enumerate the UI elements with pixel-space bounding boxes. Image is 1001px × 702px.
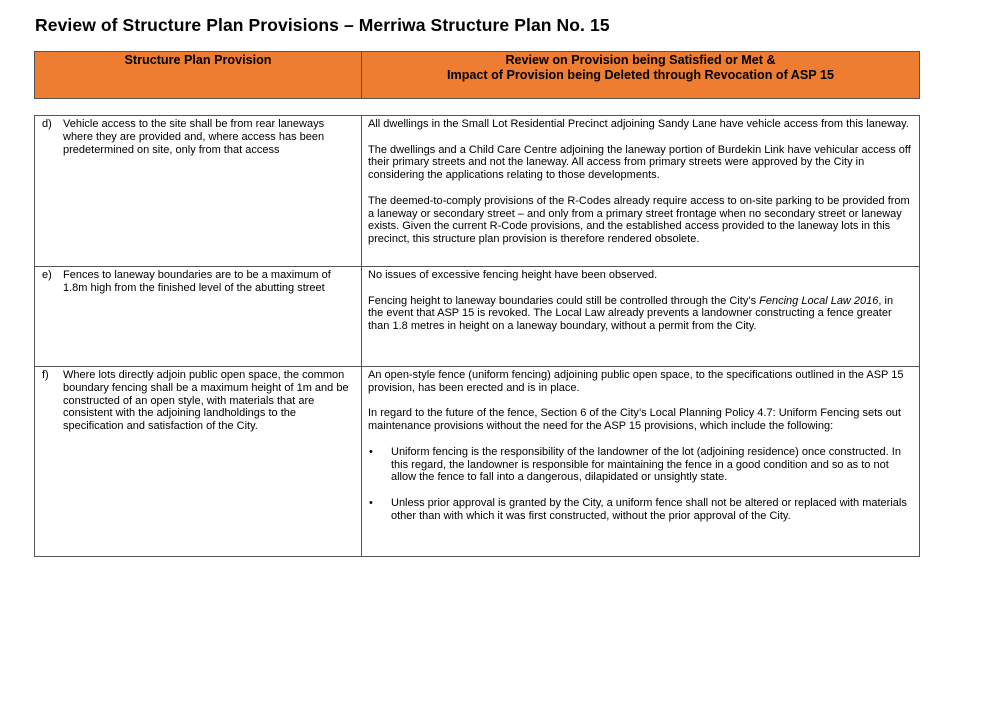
review-cell [362, 267, 920, 367]
page-title: Review of Structure Plan Provisions – Merriwa Structure Plan No. 15 [35, 15, 610, 35]
provision-text: Fences to laneway boundaries are to be a maximum of 1.8m high from the finished level of the abutting street [63, 269, 331, 294]
provision-text: Where lots directly adjoin public open space, the common boundary fencing shall be a maximum height of 1m and be constructed of an open style, with materials that are consistent with the adjoining landholdings to the specification and satisfaction of the City. [63, 369, 349, 433]
bullet-list [368, 446, 911, 523]
review-paragraph: An open-style fence (uniform fencing) adjoining public open space, to the specifications outlined in the ASP 15 provision, has been erected and is in place. [368, 369, 904, 394]
table-header [34, 51, 920, 99]
provision-text: Vehicle access to the site shall be from rear laneways where they are provided and, where access has been predetermined on site, only from that access [63, 118, 325, 156]
review-paragraph: The dwellings and a Child Care Centre adjoining the laneway portion of Burdekin Link have vehicular access off their primary streets and not the laneway. All access from primary streets were approved by the City in considering the applications relating to those developments. [368, 143, 911, 182]
item-letter: f) [42, 369, 49, 381]
item-letter: e) [42, 269, 52, 281]
header-review-line-2: Impact of Provision being Deleted through Revocation of ASP 15 [447, 68, 834, 82]
local-law-title: Fencing Local Law 2016 [759, 294, 879, 307]
table-row [35, 367, 920, 557]
provision-cell [35, 267, 362, 367]
provision-cell [35, 367, 362, 557]
bullet-text: Uniform fencing is the responsibility of the landowner of the lot (adjoining residence) once constructed. In this regard, the landowner is responsible for maintaining the fence in a good condition and so as to not allow the fence to fall into a dangerous, dilapidated or unsightly state. [391, 445, 901, 484]
list-item [368, 446, 911, 484]
provisions-table [34, 115, 920, 557]
review-paragraph [368, 295, 911, 333]
item-letter: d) [42, 118, 52, 130]
header-provision: Structure Plan Provision [35, 52, 362, 98]
table-row [35, 116, 920, 267]
bullet-text: Unless prior approval is granted by the City, a uniform fence shall not be altered or replaced with materials other than with which it was first constructed, without the prior approval of the City. [391, 496, 907, 522]
review-paragraph: No issues of excessive fencing height have been observed. [368, 269, 658, 281]
review-cell [362, 367, 920, 557]
bullet-icon: • [369, 496, 373, 509]
review-text: , in the event that ASP 15 is revoked. The Local Law already prevents a landowner constructing a fence greater than 1.8 metres in height on a laneway boundary, without a permit from the City. [368, 294, 894, 333]
review-cell [362, 116, 920, 267]
list-item [368, 497, 911, 523]
table-row [35, 267, 920, 367]
bullet-icon: • [369, 445, 373, 458]
review-paragraph: The deemed-to-comply provisions of the R-Codes already require access to on-site parking to be provided from a laneway or secondary street – and only from a primary street frontage when no secondary street or laneway exists. Given the current R-Code provisions, and the established access provided to the laneway lots in this precinct, this structure plan provision is therefore rendered obsolete. [368, 194, 910, 246]
review-paragraph: In regard to the future of the fence, Section 6 of the City’s Local Planning Policy 4.7: Uniform Fencing sets out maintenance provisions without the need for the ASP 15 provisions, which include the following: [368, 407, 901, 433]
review-paragraph: All dwellings in the Small Lot Residential Precinct adjoining Sandy Lane have vehicle access from this laneway. [368, 118, 909, 130]
header-review-line-1: Review on Provision being Satisfied or Met & [505, 53, 776, 67]
review-text: Fencing height to laneway boundaries could still be controlled through the City’s [368, 294, 760, 307]
header-review [362, 52, 919, 98]
provision-cell [35, 116, 362, 267]
